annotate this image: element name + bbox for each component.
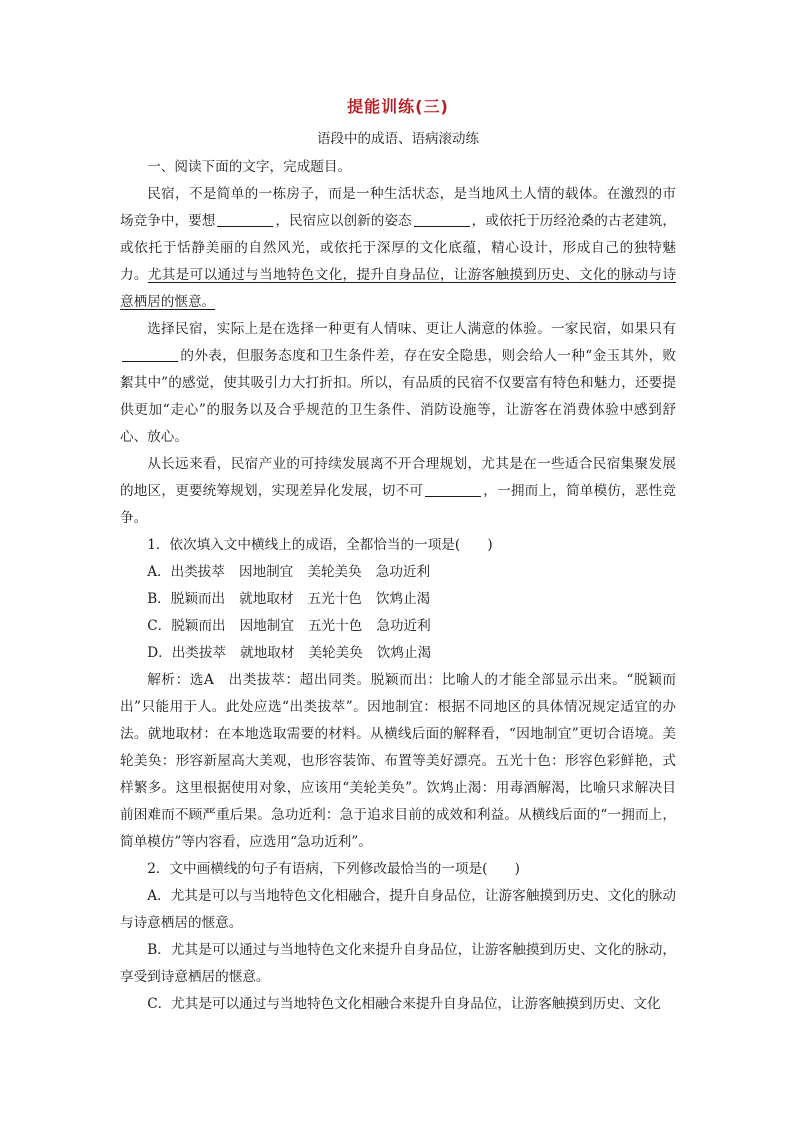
- question-2-option-b: B．尤其是可以通过与当地特色文化来提升自身品位，让游客触摸到历史、文化的脉动，享受到诗意栖居的惬意。: [120, 942, 676, 985]
- underlined-sentence: 尤其是可以通过与当地特色文化，提升自身品位，让游客触摸到历史、文化的脉动与诗意栖居的惬意。: [120, 267, 677, 310]
- question-1-option-b: [120, 586, 676, 613]
- option-item: 五光十色: [307, 591, 362, 607]
- passage-paragraph-3: [120, 451, 676, 532]
- option-item: 饮鸩止渴: [375, 591, 431, 607]
- question-1-analysis: 解析：选A 出类拔萃：超出同类。脱颖而出：比喻人的才能全部显示出来。“脱颖而出”只能用于人。此处应选“出类拔萃”。因地制宜：根据不同地区的具体情况规定适宜的办法。就地取材：在本地选取需要的材料。从横线后面的解释看，“因地制宜”更切合语境。美轮美奂：形容新屋高大美观，也形容装饰、布置等美好漂亮。五光十色：形容色彩鲜艳，式样繁多。这里根据使用对象，应该用“美轮美奂”。饮鸩止渴：用毒酒解渴，比喻只求解决目前困难而不顾严重后果。急功近利：急于追求目前的成效和利益。从横线后面的“一拥而上，简单模仿”等内容看，应选用“急功近利”。: [120, 672, 676, 850]
- passage-text: ，民宿应以创新的姿态: [275, 213, 412, 229]
- question-2-stem: 2．文中画横线的句子有语病，下列修改最恰当的一项是( ): [147, 861, 520, 877]
- question-1-option-c: [120, 613, 676, 640]
- passage-text: 选择民宿，实际上是在选择一种更有人情味、更让人满意的体验。一家民宿，如果只有: [147, 321, 676, 337]
- option-item: 急功近利: [375, 564, 431, 580]
- passage-text: 的外表，但服务态度和卫生条件差，存在安全隐患，则会给人一种“金玉其外，败絮其中”的感觉，使其吸引力大打折扣。所以，有品质的民宿不仅要富有特色和魅力，还要提供更加“走心”的服务以及合乎规范的卫生条件、消防设施等，让游客在消费体验中感到舒心、放心。: [120, 348, 676, 445]
- option-item: 急功近利: [376, 618, 431, 634]
- section-heading: 一、阅读下面的文字，完成题目。: [147, 159, 352, 175]
- option-item: 就地取材: [239, 591, 294, 607]
- fill-blank: [414, 212, 470, 227]
- passage-paragraph-1: [120, 181, 676, 316]
- option-item: 脱颖而出: [171, 618, 226, 634]
- question-1-option-d: [120, 640, 676, 667]
- page-title: 提能训练(三): [347, 97, 449, 116]
- option-item: 因地制宜: [238, 564, 294, 580]
- option-item: 美轮美奂: [308, 645, 363, 661]
- passage-text: ，或依托于历经沧桑的古老建筑，或依托于恬静美丽的自然风光，或依托于深厚的文化底蕴，精心设计，形成自己的独特魅力。: [120, 213, 677, 283]
- option-item: 脱颖而出: [170, 591, 226, 607]
- option-letter: B．: [147, 591, 171, 607]
- option-letter: C．: [147, 618, 172, 634]
- option-item: 出类拔萃: [170, 564, 225, 580]
- passage-paragraph-2: [120, 316, 676, 451]
- fill-blank: [217, 212, 273, 227]
- option-item: 五光十色: [307, 618, 363, 634]
- option-item: 因地制宜: [239, 618, 294, 634]
- option-item: 美轮美奂: [307, 564, 362, 580]
- question-2-option-c: C．尤其是可以通过与当地特色文化相融合来提升自身品位，让游客触摸到历史、文化: [147, 996, 661, 1012]
- fill-blank: [122, 347, 178, 362]
- question-1-stem: 1．依次填入文中横线上的成语，全都恰当的一项是( ): [147, 537, 493, 553]
- question-1-option-a: [120, 559, 676, 586]
- document-page: [120, 96, 676, 1018]
- option-item: 饮鸩止渴: [376, 645, 432, 661]
- option-item: 出类拔萃: [171, 645, 227, 661]
- passage-text: 从长远来看，民宿产业的可持续发展离不开合理规划，尤其是在一些适合民宿集聚发展的地区，更要统筹规划，实现差异化发展，切不可: [120, 456, 676, 499]
- option-letter: A．: [147, 564, 171, 580]
- option-item: 就地取材: [240, 645, 295, 661]
- page-subtitle: 语段中的成语、语病滚动练: [317, 131, 479, 147]
- option-letter: D．: [147, 645, 172, 661]
- question-2-option-a: A．尤其是可以与当地特色文化相融合，提升自身品位，让游客触摸到历史、文化的脉动与诗意栖居的惬意。: [120, 888, 676, 931]
- fill-blank: [425, 482, 481, 497]
- passage-text: ，一拥而上，简单模仿，恶性竞争。: [120, 483, 676, 526]
- passage-text: 民宿，不是简单的一栋房子，而是一种生活状态，是当地风土人情的载体。在激烈的市场竞争中，要想: [120, 186, 676, 229]
